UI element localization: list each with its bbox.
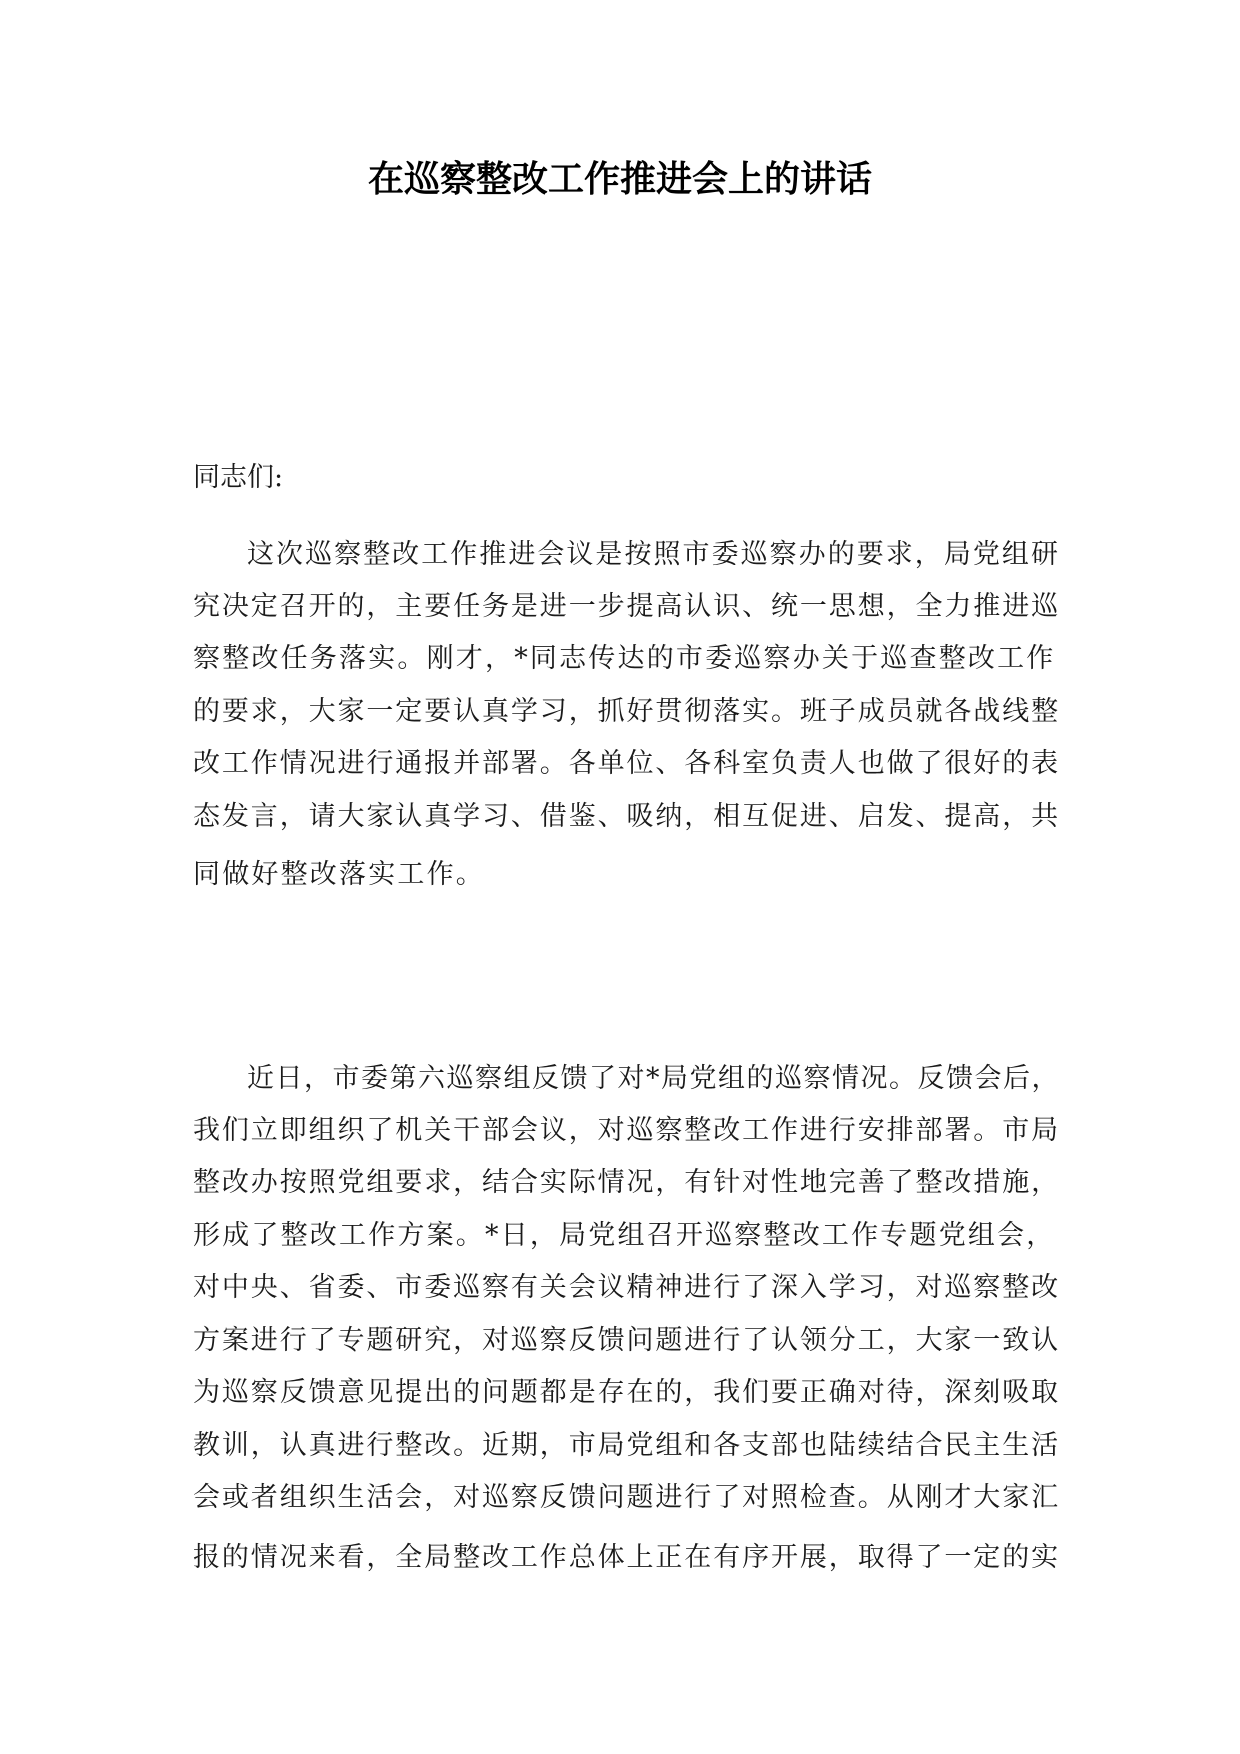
paragraph-line: 形成了整改工作方案。*日，局党组召开巡察整改工作专题党组会，	[193, 1220, 1056, 1251]
paragraph-line: 为巡察反馈意见提出的问题都是存在的，我们要正确对待，深刻吸取	[193, 1377, 1060, 1408]
paragraph-line: 我们立即组织了机关干部会议，对巡察整改工作进行安排部署。市局	[193, 1115, 1060, 1146]
paragraph-line: 近日，市委第六巡察组反馈了对*局党组的巡察情况。反馈会后，	[247, 1063, 1060, 1094]
paragraph-line: 同做好整改落实工作。	[193, 859, 485, 890]
paragraph-line: 究决定召开的，主要任务是进一步提高认识、统一思想，全力推进巡	[193, 591, 1060, 622]
paragraph-line: 报的情况来看，全局整改工作总体上正在有序开展，取得了一定的实	[193, 1542, 1060, 1573]
paragraph-line: 察整改任务落实。刚才，*同志传达的市委巡察办关于巡查整改工作	[193, 643, 1056, 674]
paragraph-line: 整改办按照党组要求，结合实际情况，有针对性地完善了整改措施，	[193, 1167, 1060, 1198]
paragraph-line: 会或者组织生活会，对巡察反馈问题进行了对照检查。从刚才大家汇	[193, 1482, 1060, 1513]
paragraph-line: 教训，认真进行整改。近期，市局党组和各支部也陆续结合民主生活	[193, 1430, 1060, 1461]
document-title: 在巡察整改工作推进会上的讲话	[367, 159, 872, 200]
paragraph-line: 对中央、省委、市委巡察有关会议精神进行了深入学习，对巡察整改	[193, 1272, 1060, 1303]
paragraph-line: 这次巡察整改工作推进会议是按照市委巡察办的要求，局党组研	[247, 539, 1060, 570]
paragraph-line: 的要求，大家一定要认真学习，抓好贯彻落实。班子成员就各战线整	[193, 696, 1060, 727]
paragraph-line: 改工作情况进行通报并部署。各单位、各科室负责人也做了很好的表	[193, 748, 1060, 779]
paragraph-line: 态发言，请大家认真学习、借鉴、吸纳，相互促进、启发、提高，共	[193, 801, 1060, 832]
paragraph-line: 方案进行了专题研究，对巡察反馈问题进行了认领分工，大家一致认	[193, 1325, 1060, 1356]
salutation: 同志们:	[193, 462, 284, 493]
